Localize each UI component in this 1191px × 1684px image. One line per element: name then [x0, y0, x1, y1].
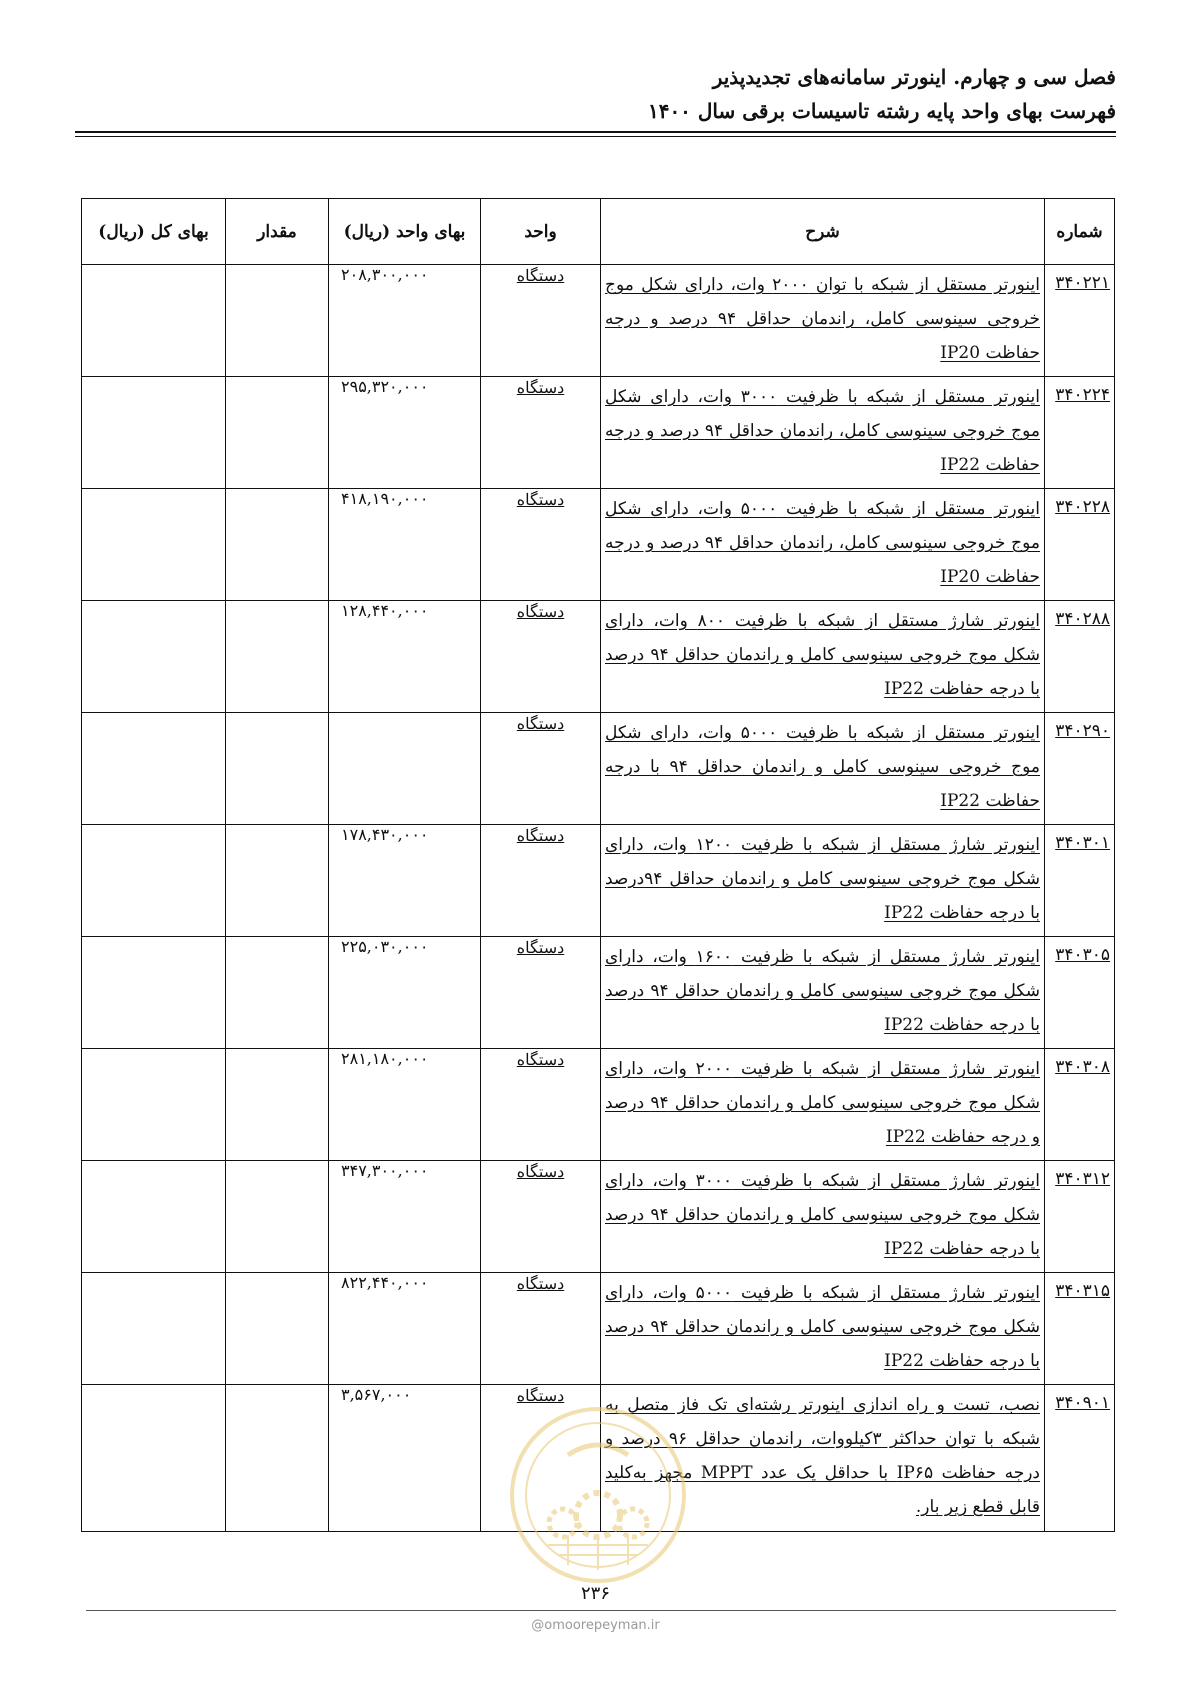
item-quantity: [226, 1049, 329, 1161]
item-quantity: [226, 1385, 329, 1532]
item-unit-cell: [481, 937, 601, 1049]
footer-rule: [86, 1610, 1116, 1611]
col-header-unit: واحد: [481, 199, 601, 265]
item-number: ۳۴۰۳۰۱: [1055, 833, 1110, 853]
item-unit: دستگاه: [516, 1386, 565, 1405]
table-header-row: [82, 199, 1115, 265]
item-number-cell: [1045, 937, 1115, 1049]
item-unit-price: ۱۲۸,۴۴۰,۰۰۰: [329, 601, 481, 713]
item-description-cell: [601, 1161, 1045, 1273]
website-watermark: @omoorepeyman.ir: [531, 1618, 660, 1633]
item-quantity: [226, 1161, 329, 1273]
item-quantity: [226, 937, 329, 1049]
item-description: نصب، تست و راه اندازی اینورتر رشته‌ای تک فاز متصل به شبکه با توان حداکثر ۳کیلووات، راندمان حداقل ۹۶ درصد و درجه حفاظت IP۶۵ با حداقل یک عدد MPPT مجهز به‌کلید قابل قطع زیر بار.: [605, 1395, 1040, 1517]
item-total: [82, 1161, 226, 1273]
item-number: ۳۴۰۲۲۱: [1055, 273, 1110, 293]
item-description-cell: [601, 377, 1045, 489]
list-title: فهرست بهای واحد پایه رشته تاسیسات برقی سال ۱۴۰۰: [647, 99, 1116, 123]
item-total: [82, 713, 226, 825]
item-number-cell: [1045, 265, 1115, 377]
page-header: [648, 60, 1116, 128]
item-description: اینورتر شارژ مستقل از شبکه با ظرفیت ۲۰۰۰ وات، دارای شکل موج خروجی سینوسی کامل و راندمان حداقل ۹۴ درصد و درجه حفاظت IP22: [605, 1059, 1041, 1147]
item-unit-cell: [481, 601, 601, 713]
item-unit-cell: [481, 1161, 601, 1273]
item-unit-price: [329, 713, 481, 825]
table-row: [82, 1161, 1115, 1273]
item-total: [82, 1049, 226, 1161]
col-header-quantity: مقدار: [226, 199, 329, 265]
item-total: [82, 825, 226, 937]
item-description: اینورتر شارژ مستقل از شبکه با ظرفیت ۱۶۰۰ وات، دارای شکل موج خروجی سینوسی کامل و راندمان حداقل ۹۴ درصد با درجه حفاظت IP22: [605, 947, 1041, 1035]
item-description: اینورتر مستقل از شبکه با توان ۲۰۰۰ وات، دارای شکل موج خروجی سینوسی کامل، راندمان حداقل ۹۴ درصد و درجه حفاظت IP20: [605, 275, 1040, 363]
item-unit-price: ۲۲۵,۰۳۰,۰۰۰: [329, 937, 481, 1049]
item-number: ۳۴۰۲۹۰: [1055, 721, 1110, 741]
item-total: [82, 1273, 226, 1385]
item-unit-cell: [481, 489, 601, 601]
item-number: ۳۴۰۹۰۱: [1055, 1393, 1110, 1413]
item-description-cell: [601, 1273, 1045, 1385]
item-unit: دستگاه: [516, 1274, 565, 1293]
chapter-title: فصل سی و چهارم. اینورتر سامانه‌های تجدیدپذیر: [712, 65, 1116, 89]
table-row: [82, 1273, 1115, 1385]
item-number-cell: [1045, 1273, 1115, 1385]
header-rule-thick: [75, 131, 1116, 133]
item-number-cell: [1045, 825, 1115, 937]
item-description-cell: [601, 937, 1045, 1049]
item-quantity: [226, 825, 329, 937]
item-unit-cell: [481, 713, 601, 825]
item-unit-cell: [481, 1273, 601, 1385]
item-number-cell: [1045, 489, 1115, 601]
item-number-cell: [1045, 713, 1115, 825]
item-unit: دستگاه: [516, 602, 565, 621]
item-quantity: [226, 489, 329, 601]
item-unit-price: ۳۴۷,۳۰۰,۰۰۰: [329, 1161, 481, 1273]
item-unit-cell: [481, 825, 601, 937]
item-number: ۳۴۰۲۲۸: [1055, 497, 1110, 517]
item-quantity: [226, 377, 329, 489]
item-quantity: [226, 601, 329, 713]
item-description: اینورتر شارژ مستقل از شبکه با ظرفیت ۸۰۰ وات، دارای شکل موج خروجی سینوسی کامل و راندمان حداقل ۹۴ درصد با درجه حفاظت IP22: [605, 611, 1040, 699]
item-number-cell: [1045, 1049, 1115, 1161]
item-quantity: [226, 265, 329, 377]
item-description-cell: [601, 713, 1045, 825]
item-description-cell: [601, 1049, 1045, 1161]
item-unit: دستگاه: [516, 1050, 565, 1069]
item-quantity: [226, 713, 329, 825]
item-number-cell: [1045, 1385, 1115, 1532]
item-total: [82, 265, 226, 377]
item-total: [82, 601, 226, 713]
table-row: [82, 601, 1115, 713]
table-row: [82, 377, 1115, 489]
item-unit-cell: [481, 1049, 601, 1161]
item-unit: دستگاه: [516, 378, 565, 397]
item-unit: دستگاه: [516, 266, 565, 285]
item-unit-price: ۱۷۸,۴۳۰,۰۰۰: [329, 825, 481, 937]
item-number: ۳۴۰۳۱۵: [1055, 1281, 1110, 1301]
item-quantity: [226, 1273, 329, 1385]
table-row: [82, 489, 1115, 601]
item-number-cell: [1045, 1161, 1115, 1273]
item-total: [82, 489, 226, 601]
item-unit-price: ۴۱۸,۱۹۰,۰۰۰: [329, 489, 481, 601]
item-number-cell: [1045, 601, 1115, 713]
item-description: اینورتر شارژ مستقل از شبکه با ظرفیت ۱۲۰۰ وات، دارای شکل موج خروجی سینوسی کامل و راندمان حداقل ۹۴درصد با درجه حفاظت IP22: [605, 835, 1041, 923]
item-unit: دستگاه: [516, 826, 565, 845]
item-number: ۳۴۰۳۰۵: [1055, 945, 1110, 965]
item-unit-cell: [481, 265, 601, 377]
table-row: [82, 937, 1115, 1049]
item-unit: دستگاه: [516, 1162, 565, 1181]
item-unit: دستگاه: [516, 938, 565, 957]
col-header-unit-price: بهای واحد (ریال): [329, 199, 481, 265]
table-row: [82, 1049, 1115, 1161]
item-unit: دستگاه: [516, 714, 565, 733]
seal-logo-icon: [508, 1405, 688, 1585]
item-description: اینورتر مستقل از شبکه با ظرفیت ۳۰۰۰ وات، دارای شکل موج خروجی سینوسی کامل، راندمان حداقل ۹۴ درصد و درجه حفاظت IP22: [605, 387, 1041, 475]
item-unit-price: ۸۲۲,۴۴۰,۰۰۰: [329, 1273, 481, 1385]
item-unit-price: ۲۸۱,۱۸۰,۰۰۰: [329, 1049, 481, 1161]
item-unit-price: ۲۰۸,۳۰۰,۰۰۰: [329, 265, 481, 377]
page-number: ۲۳۶: [580, 1583, 610, 1604]
item-description-cell: [601, 265, 1045, 377]
item-number: ۳۴۰۲۲۴: [1055, 385, 1110, 405]
item-unit-price: ۳,۵۶۷,۰۰۰: [329, 1385, 481, 1532]
item-unit-price: ۲۹۵,۳۲۰,۰۰۰: [329, 377, 481, 489]
item-total: [82, 377, 226, 489]
item-total: [82, 1385, 226, 1532]
item-number: ۳۴۰۲۸۸: [1055, 609, 1110, 629]
item-number: ۳۴۰۳۰۸: [1055, 1057, 1110, 1077]
item-description: اینورتر مستقل از شبکه با ظرفیت ۵۰۰۰ وات، دارای شکل موج خروجی سینوسی کامل، راندمان حداقل ۹۴ درصد و درجه حفاظت IP20: [605, 499, 1041, 587]
col-header-number: شماره: [1045, 199, 1115, 265]
item-description: اینورتر شارژ مستقل از شبکه با ظرفیت ۳۰۰۰ وات، دارای شکل موج خروجی سینوسی کامل و راندمان حداقل ۹۴ درصد با درجه حفاظت IP22: [605, 1171, 1041, 1259]
header-rule-thin: [75, 136, 1116, 137]
item-description-cell: [601, 825, 1045, 937]
col-header-description: شرح: [601, 199, 1045, 265]
price-list-table: [81, 198, 1115, 1532]
item-number: ۳۴۰۳۱۲: [1055, 1169, 1110, 1189]
item-description-cell: [601, 601, 1045, 713]
item-description-cell: [601, 489, 1045, 601]
item-number-cell: [1045, 377, 1115, 489]
item-description: اینورتر شارژ مستقل از شبکه با ظرفیت ۵۰۰۰ وات، دارای شکل موج خروجی سینوسی کامل و راندمان حداقل ۹۴ درصد با درجه حفاظت IP22: [605, 1283, 1041, 1371]
col-header-total-price: بهای کل (ریال): [82, 199, 226, 265]
table-row: [82, 265, 1115, 377]
table-row: [82, 825, 1115, 937]
item-description: اینورتر مستقل از شبکه با ظرفیت ۵۰۰۰ وات، دارای شکل موج خروجی سینوسی کامل و راندمان حداقل ۹۴ با درجه حفاظت IP22: [605, 723, 1040, 811]
item-total: [82, 937, 226, 1049]
table-row: [82, 713, 1115, 825]
item-unit: دستگاه: [516, 490, 565, 509]
item-unit-cell: [481, 377, 601, 489]
